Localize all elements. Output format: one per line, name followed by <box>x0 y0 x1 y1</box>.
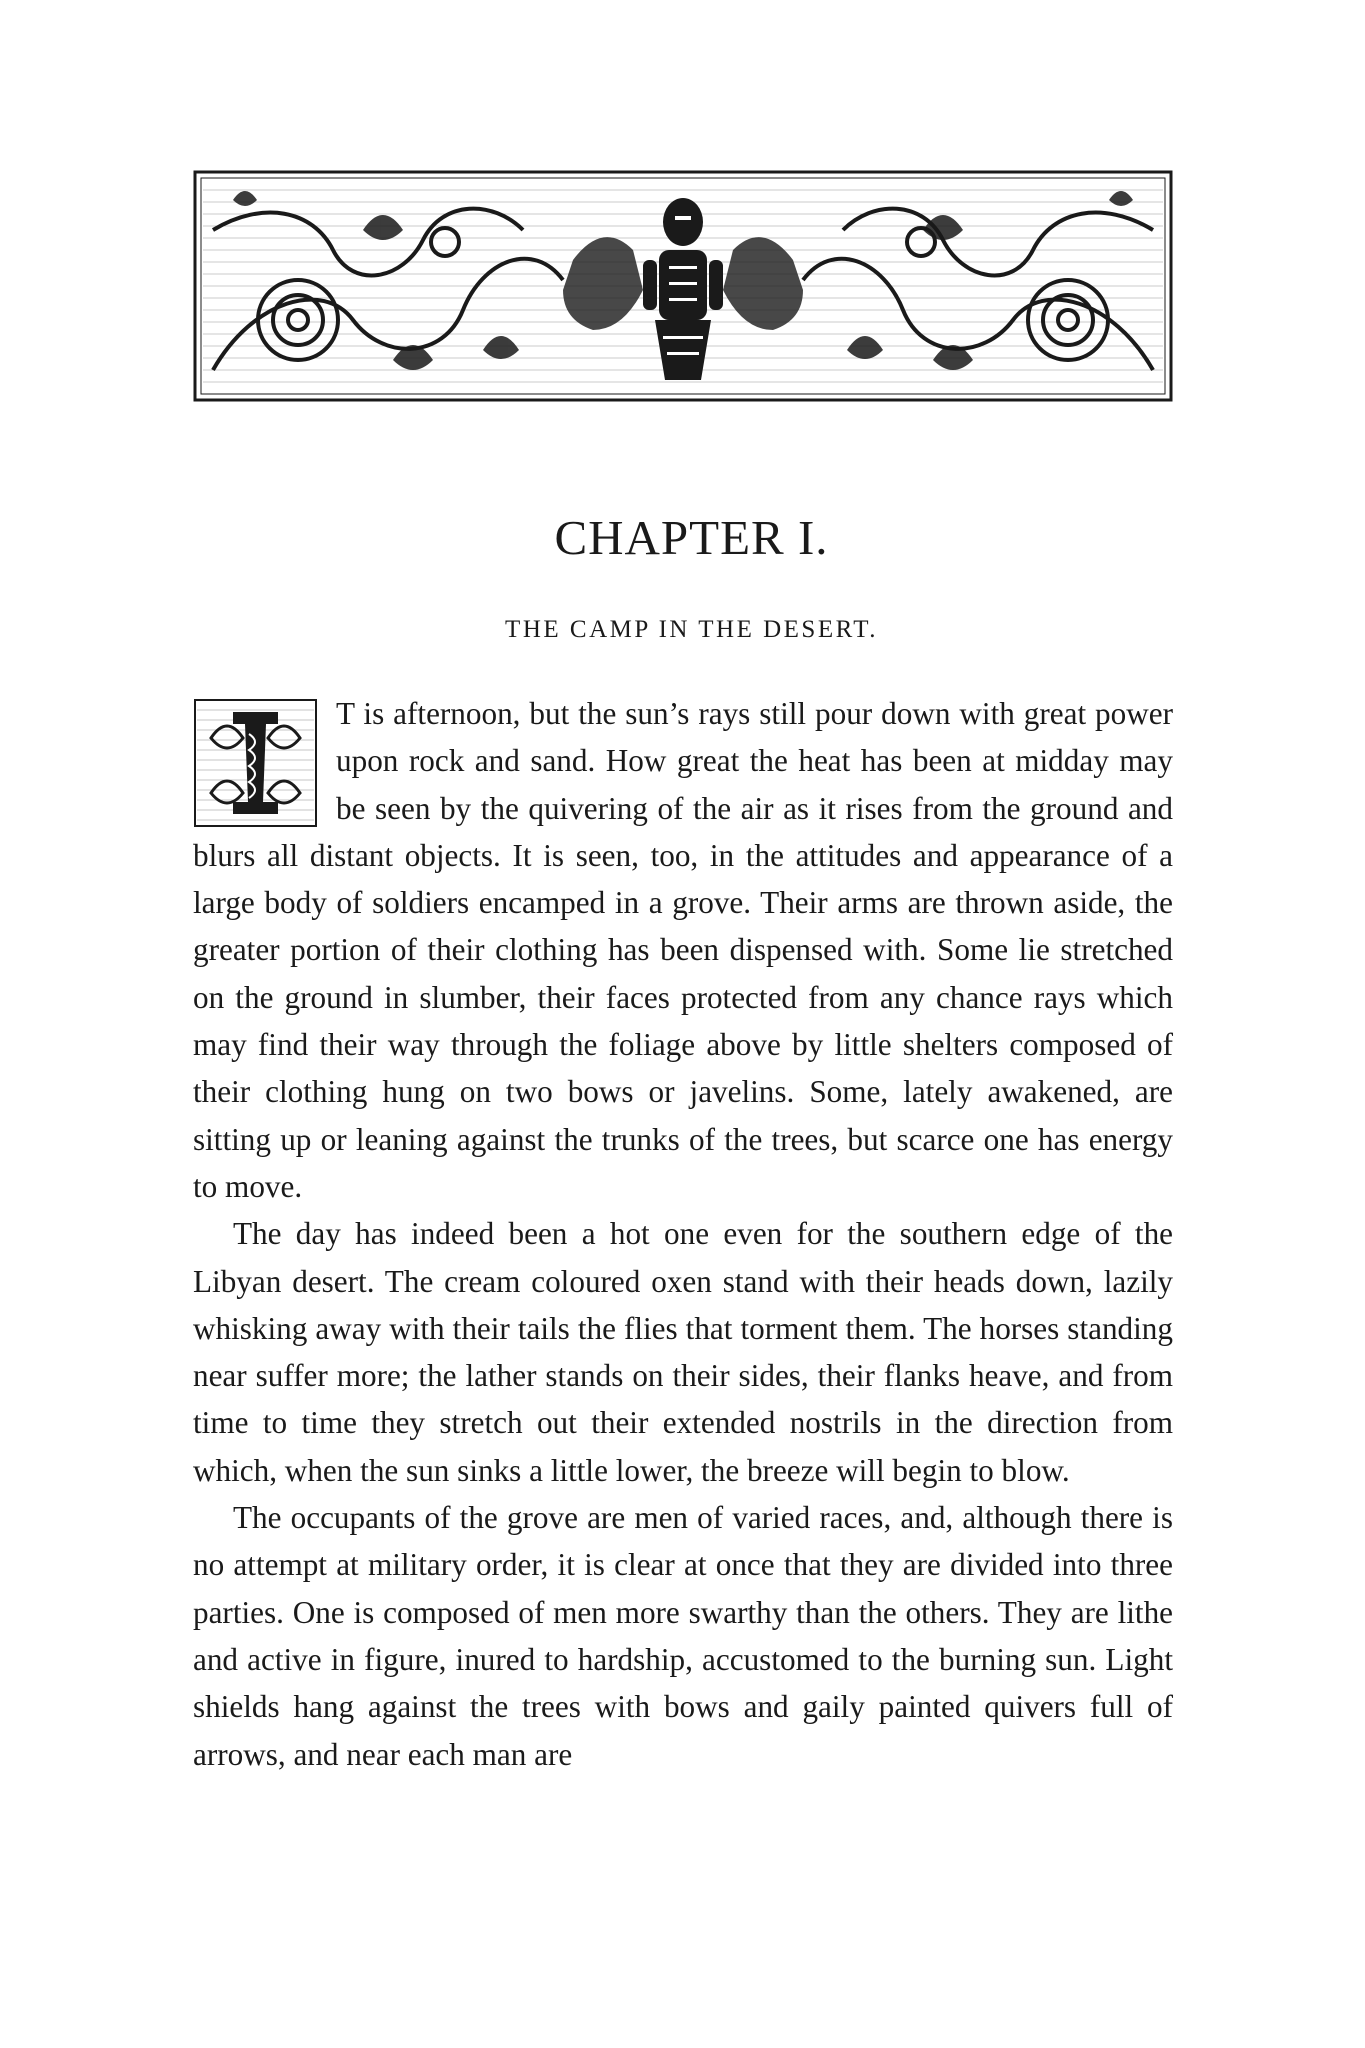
drop-cap-letter-icon <box>193 698 318 828</box>
chapter-subtitle: THE CAMP IN THE DESERT. <box>505 616 878 643</box>
paragraph-2: The day has indeed been a hot one even for the southern edge of the Libyan desert. The cream coloured oxen stand with their heads down, lazily whisking away with their tails the flies that torment them. The horses standing near suffer more; the lather stands on their sides, their flanks heave, and from time to time they stretch out their extended nostrils in the direction from which, when the sun sinks a little lower, the breeze will begin to blow. <box>193 1216 1173 1488</box>
ornamental-header-icon <box>193 170 1173 402</box>
paragraph-1: T is afternoon, but the sun’s rays still pour down with great power upon rock and sand. How great the heat has been at midday may be seen by the quivering of the air as it rises from the ground and blurs all distant objects. It is seen, too, in the attitudes and appearance of a large body of soldiers encamped in a grove. Their arms are thrown aside, the greater portion of their clothing has been dispensed with. Some lie stretched on the ground in slumber, their faces protected from any chance rays which may find their way through the foliage above by little shelters composed of their clothing hung on two bows or javelins. Some, lately awakened, are sitting up or leaning against the trunks of the trees, but scarce one has energy to move. <box>193 696 1173 1204</box>
paragraph-3: The occupants of the grove are men of varied races, and, although there is no attempt at military order, it is clear at once that they are divided into three parties. One is composed of men more swarthy than the others. They are lithe and active in figure, inured to hardship, accustomed to the burning sun. Light shields hang against the trees with bows and gaily painted quivers full of arrows, and near each man are <box>193 1500 1173 1772</box>
chapter-title: CHAPTER I. <box>554 510 829 565</box>
chapter-body <box>193 690 1173 1778</box>
